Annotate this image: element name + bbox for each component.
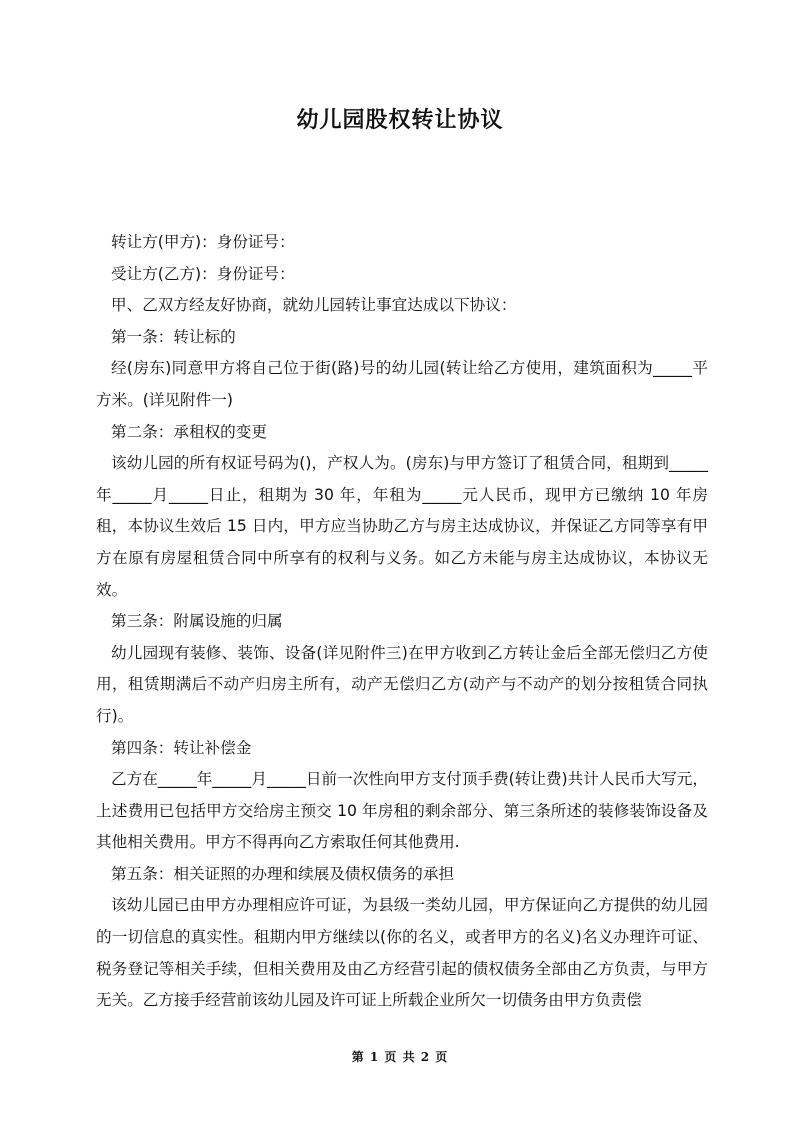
article-1-text: 经(房东)同意甲方将自己位于街(路)号的幼儿园(转让给乙方使用，建筑面积为_____平方米。(详见附件一) [96,359,708,409]
party-a-line: 转让方(甲方)：身份证号： [111,233,295,251]
article-3-text: 幼儿园现有装修、装饰、设备(详见附件三)在甲方收到乙方转让金后全部无偿归乙方使用，租赁期满后不动产归房主所有，动产无偿归乙方(动产与不动产的划分按租赁合同执行)。 [96,643,708,725]
article-1-heading: 第一条：转让标的 [111,327,236,346]
document-title: 幼儿园股权转让协议 [296,108,504,133]
article-4-text: 乙方在_____年_____月_____日前一次性向甲方支付顶手费(转让费)共计人民币大写元，上述费用已包括甲方交给房主预交 10 年房租的剩余部分、第三条所述的装修装饰设备及其他相关费用。甲方不得再向乙方索取任何其他费用. [96,770,708,852]
article-3-heading: 第三条：附属设施的归属 [111,612,283,631]
page-number: 第 1 页 共 2 页 [351,1050,449,1064]
article-5-heading: 第五条：相关证照的办理和续展及债权债务的承担 [111,864,455,883]
article-4-heading: 第四条：转让补偿金 [111,738,252,757]
document-body [96,227,708,1017]
agreement-intro: 甲、乙双方经友好协商，就幼儿园转让事宜达成以下协议： [111,296,517,315]
party-b-line: 受让方(乙方)：身份证号： [111,264,295,283]
article-5-text: 该幼儿园已由甲方办理相应许可证，为县级一类幼儿园，甲方保证向乙方提供的幼儿园的一切信息的真实性。租期内甲方继续以(你的名义，或者甲方的名义)名义办理许可证、税务登记等相关手续，但相关费用及由乙方经营引起的债权债务全部由乙方负责，与甲方无关。乙方接手经营前该幼儿园及许可证上所载企业所欠一切债务由甲方负责偿 [96,896,708,1010]
article-2-text: 该幼儿园的所有权证号码为()，产权人为。(房东)与甲方签订了租赁合同，租期到_____年_____月_____日止，租期为 30 年，年租为_____元人民币，现甲方已缴纳 10 年房租，本协议生效后 15 日内，甲方应当协助乙方与房主达成协议，并保证乙方同等享有甲方在原有房屋租赁合同中所享有的权利与义务。如乙方未能与房主达成协议，本协议无效。 [96,454,708,599]
article-2-heading: 第二条：承租权的变更 [111,422,267,441]
